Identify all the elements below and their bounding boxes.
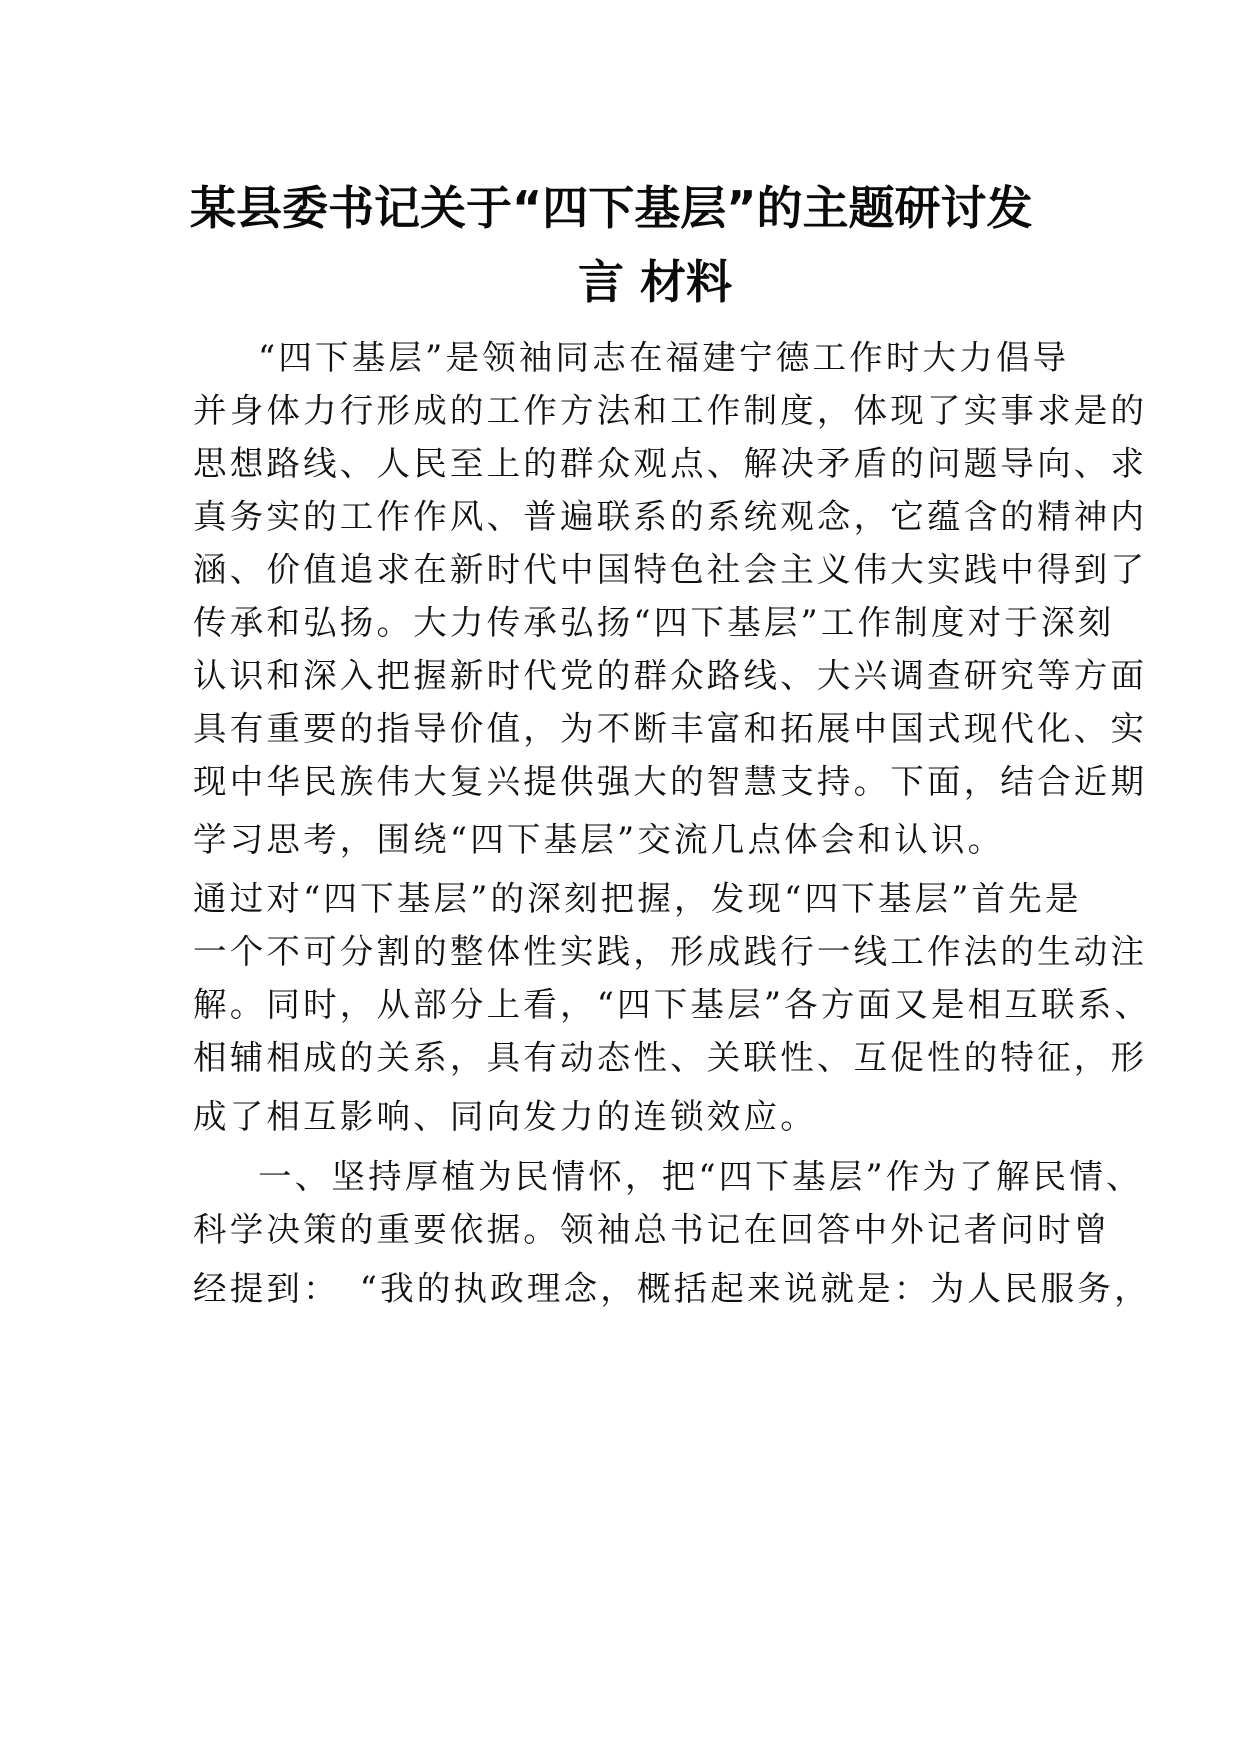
body-line: 涵、价值追求在新时代中国特色社会主义伟大实践中得到了 [193, 550, 1148, 589]
body-line: 经提到： “我的执政理念，概括起来说就是：为人民服务， [193, 1269, 1151, 1308]
body-line: “四下基层”是领袖同志在福建宁德工作时大力倡导 [258, 338, 1070, 377]
body-line: 成了相互影响、同向发力的连锁效应。 [193, 1097, 817, 1136]
body-line: 传承和弘扬。大力传承弘扬“四下基层”工作制度对于深刻 [193, 603, 1115, 642]
body-line: 学习思考，围绕“四下基层”交流几点体会和认识。 [193, 820, 1005, 859]
body-line: 科学决策的重要依据。领袖总书记在回答中外记者问时曾 [193, 1210, 1111, 1249]
body-line: 一个不可分割的整体性实践，形成践行一线工作法的生动注 [193, 932, 1148, 971]
body-line: 具有重要的指导价值，为不断丰富和拓展中国式现代化、实 [193, 709, 1148, 748]
section-heading-line: 一、坚持厚植为民情怀，把“四下基层”作为了解民情、 [258, 1157, 1143, 1196]
document-title-line-1: 某县委书记关于“四下基层”的主题研讨发 [190, 181, 1033, 235]
body-line: 相辅相成的关系，具有动态性、关联性、互促性的特征，形 [193, 1038, 1148, 1077]
document-title-line-2: 言 材料 [578, 255, 733, 309]
body-line: 并身体力行形成的工作方法和工作制度，体现了实事求是的 [193, 391, 1148, 430]
body-line: 现中华民族伟大复兴提供强大的智慧支持。下面，结合近期 [193, 762, 1148, 801]
body-line: 真务实的工作作风、普遍联系的系统观念，它蕴含的精神内 [193, 497, 1148, 536]
body-line: 认识和深入把握新时代党的群众路线、大兴调查研究等方面 [193, 656, 1148, 695]
body-line: 解。同时，从部分上看，“四下基层”各方面又是相互联系、 [193, 985, 1152, 1024]
body-line: 思想路线、人民至上的群众观点、解决矛盾的问题导向、求 [193, 444, 1148, 483]
body-line: 通过对“四下基层”的深刻把握，发现“四下基层”首先是 [193, 879, 1082, 918]
